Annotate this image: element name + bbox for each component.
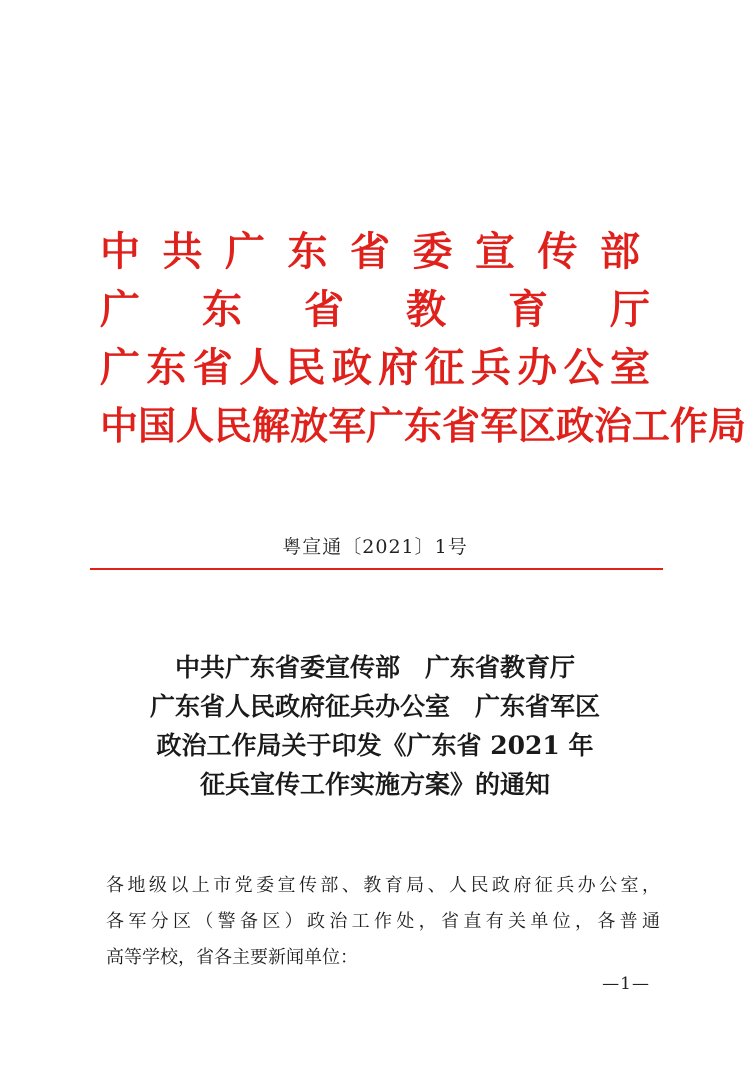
title-line: 中共广东省委宣传部 广东省教育厅	[174, 653, 575, 682]
issuing-authorities	[100, 228, 747, 460]
title-line: 广东省人民政府征兵办公室 广东省军区	[149, 692, 600, 721]
title-line: 征兵宣传工作实施方案》的通知	[199, 770, 550, 799]
issuer-education-department: 广东省教育厅	[100, 286, 650, 333]
issuer-propaganda-department: 中共广东省委宣传部	[100, 228, 650, 275]
issuer-military-district-political-bureau: 中国人民解放军广东省军区政治工作局	[100, 403, 747, 448]
salutation-line: 高等学校，省各主要新闻单位：	[106, 947, 358, 968]
recipients-salutation	[106, 868, 660, 976]
document-title	[0, 648, 750, 804]
title-line: 政治工作局关于印发《广东省 2021 年	[156, 731, 594, 760]
issuer-conscription-office: 广东省人民政府征兵办公室	[100, 344, 650, 391]
document-number: 粤宣通〔2021〕1号	[282, 536, 468, 558]
salutation-line: 各地级以上市党委宣传部、教育局、人民政府征兵办公室，	[106, 875, 660, 896]
page-number: —1—	[602, 974, 650, 994]
red-separator-line	[90, 568, 663, 570]
salutation-line: 各军分区（警备区）政治工作处，省直有关单位，各普通	[106, 911, 660, 932]
